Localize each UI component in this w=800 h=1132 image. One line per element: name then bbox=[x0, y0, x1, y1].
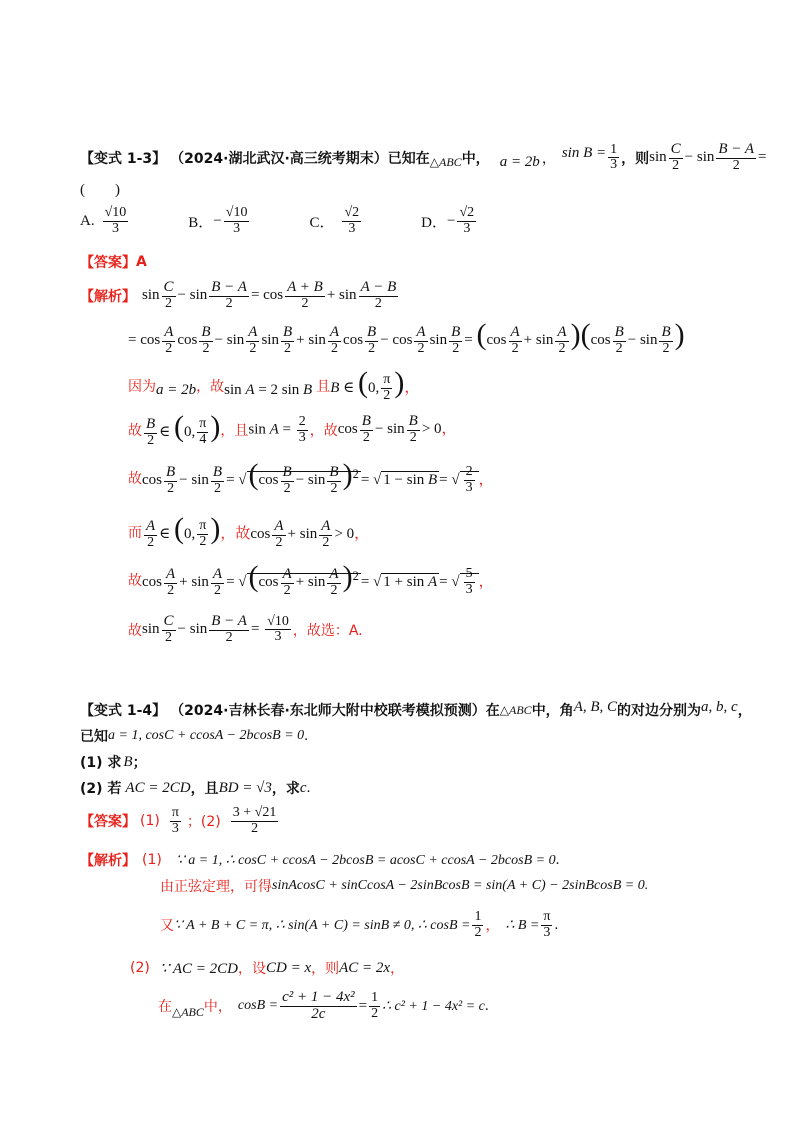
q2-part1-var: B bbox=[123, 753, 133, 770]
q2-part2-var: c bbox=[299, 779, 307, 796]
q2-s1-text: 由正弦定理，可得 bbox=[160, 879, 272, 895]
q2-angles: A, B, C bbox=[573, 698, 618, 715]
q1-stem bbox=[80, 142, 767, 173]
choice-b-sign: − bbox=[213, 212, 222, 229]
q2-s2-eq3: AC = 2x bbox=[339, 959, 391, 976]
q2-s1-pi3: $\frac{\pi}{3}$ bbox=[543, 909, 551, 940]
q2-stem4: ， bbox=[737, 703, 752, 719]
q2-s2-comma: ， bbox=[390, 961, 405, 977]
q2-part1-label: (1) 求 bbox=[80, 755, 122, 771]
q2-part2-label: (2) 若 bbox=[80, 781, 122, 797]
q2-tag: 【变式 1-4】 bbox=[80, 703, 167, 719]
q1-paren bbox=[80, 182, 120, 199]
q1-answer bbox=[80, 252, 147, 272]
q1-eq-B2range: $\frac{B}{2}$ ∈ (0, $\frac{\pi}{4}$ ) bbox=[146, 410, 221, 448]
q1-eq-pos: cos $\frac{B}{2}$ − sin $\frac{B}{2}$ > 0， bbox=[337, 413, 457, 446]
q1-triangle: △ABC bbox=[429, 155, 462, 170]
q2-s2-text2: ，则 bbox=[311, 961, 340, 977]
q2-part2-end: ，求 bbox=[271, 781, 300, 797]
q2-s1-comma: ， bbox=[485, 918, 500, 935]
choice-b-num: √10 bbox=[225, 205, 248, 220]
q1-analysis-2 bbox=[128, 320, 685, 356]
q1-answer-paren: ( ) bbox=[80, 182, 120, 198]
q2-s1-label: (1) bbox=[142, 852, 162, 868]
q1-eq-A2range: $\frac{A}{2}$ ∈ (0, $\frac{\pi}{2}$ )，故cos $\frac{A}{2}$ + sin $\frac{A}{2}$ > 0， bbox=[146, 512, 370, 550]
q1-text-gu3: ，故 bbox=[309, 423, 338, 440]
q2-stem1: 在 bbox=[485, 703, 500, 719]
q2-s2-eq4: cosB = bbox=[237, 998, 279, 1014]
choice-d-den: 3 bbox=[463, 220, 471, 236]
q1-text-and: 且 bbox=[316, 378, 331, 395]
q2-analysis-1 bbox=[80, 850, 559, 870]
q1-analysis-1 bbox=[80, 280, 400, 311]
choice-b-den: 3 bbox=[233, 220, 241, 236]
q1-stem-mid: 中， bbox=[461, 150, 490, 167]
choice-b-label: B． bbox=[188, 214, 214, 231]
q2-part2-eq2: BD = √3 bbox=[218, 779, 272, 796]
q1-tag: 【变式 1-3】 bbox=[80, 150, 167, 167]
choice-a[interactable] bbox=[80, 206, 130, 236]
q1-eq-a2b: a = 2b bbox=[156, 382, 197, 399]
q2-stem3: 的对边分别为 bbox=[617, 703, 702, 719]
choice-c-den: 3 bbox=[348, 220, 356, 236]
choice-c[interactable] bbox=[309, 206, 363, 236]
q2-ans2-frac: $\frac{3 + √21}{2}$ bbox=[232, 805, 277, 836]
q2-part1 bbox=[80, 752, 147, 772]
q2-s1-eq2: sinAcosC + sinCcosA − 2sinBcosB = sin(A + C) − 2sinBcosB = 0. bbox=[272, 878, 649, 893]
q2-s2-eq: ∵ AC = 2CD bbox=[159, 960, 238, 977]
q1-text-gu4: 故 bbox=[128, 471, 142, 488]
q2-s2-text3: 在 bbox=[158, 999, 172, 1016]
q1-text-er: 而 bbox=[128, 525, 142, 542]
choice-c-num: √2 bbox=[344, 205, 360, 220]
q1-text-because: 因为 bbox=[128, 378, 156, 395]
q1-answer-tag: 【答案】 bbox=[80, 255, 136, 271]
q2-s2-text4: 中， bbox=[203, 999, 232, 1016]
q2-s1-eq3: ∵ A + B + C = π, ∴ sin(A + C) = sinB ≠ 0, ∴ cosB = bbox=[174, 917, 471, 933]
q1-eq-sinA-val: sin A = $\frac{2}{3}$ bbox=[248, 413, 306, 445]
q1-text-final: ，故选：A. bbox=[292, 622, 363, 639]
q2-triangle: △ABC bbox=[499, 702, 532, 717]
q1-cond-a: a = 2b bbox=[499, 154, 540, 171]
q2-known-dot: . bbox=[304, 727, 308, 744]
q2-s2-dot: . bbox=[484, 997, 489, 1014]
q2-s2-label: (2) bbox=[130, 960, 150, 976]
q1-stem-pre: 已知在 bbox=[387, 150, 430, 167]
q1-answer-value: A bbox=[136, 254, 147, 270]
choice-d[interactable] bbox=[421, 206, 478, 236]
q1-comma: ， bbox=[541, 150, 556, 167]
q1-expr: sin $\frac{C}{2}$ − sin $\frac{B - A}{2}$ = bbox=[649, 141, 767, 173]
q1-analysis-tag: 【解析】 bbox=[80, 288, 136, 305]
q2-s1-text2: 又 bbox=[160, 918, 174, 935]
q2-s2-eq2: CD = x bbox=[266, 959, 312, 976]
q1-analysis-8 bbox=[128, 614, 363, 645]
q2-answer-tag: 【答案】 bbox=[80, 814, 136, 831]
q1-step2: = cos $\frac{A}{2}$ cos $\frac{B}{2}$ − sin $\frac{A}{2}$ sin $\frac{B}{2}$ + sin $\frac{A}{2}$ cos $\frac{B}{2}$ − cos $\frac{A}{2}$ sin $\frac{B}{2}$ = (cos $\frac{A}{2}$ + sin $\frac{A}{2}$ )(cos $\frac{B}{2}$ − sin $\frac{B}{2}$ ) bbox=[128, 318, 685, 356]
q1-sinB: sin B = bbox=[561, 145, 607, 162]
q2-s1-eq: ∵ a = 1, ∴ cosC + ccosA − 2bcosB = acosC + ccosA − 2bcosB = 0 bbox=[175, 852, 556, 868]
q2-ans1-frac: $\frac{\pi}{3}$ bbox=[171, 805, 179, 836]
q1-text-gu: ，故 bbox=[196, 378, 225, 395]
q1-choices bbox=[80, 206, 536, 236]
q2-s1-eq4: ∴ B = bbox=[505, 917, 540, 933]
q2-stem bbox=[80, 700, 752, 720]
q1-analysis-3 bbox=[128, 368, 419, 404]
q2-analysis-2 bbox=[160, 876, 648, 896]
q2-analysis-4 bbox=[130, 958, 404, 978]
q2-known-eq: a = 1, cosC + ccosA − 2bcosB = 0 bbox=[108, 728, 305, 743]
q1-analysis-7 bbox=[128, 562, 494, 598]
q2-part2-eq: AC = 2CD bbox=[125, 779, 191, 796]
choice-a-num: √10 bbox=[104, 205, 127, 220]
q2-part2-mid: ，且 bbox=[190, 781, 219, 797]
q1-eq-sinA: sin A = 2 sin B bbox=[224, 382, 313, 399]
q2-s1-half: $\frac{1}{2}$ bbox=[474, 909, 482, 940]
q2-s2-triangle: △ABC bbox=[172, 1004, 204, 1019]
choice-d-num: √2 bbox=[459, 205, 475, 220]
choice-d-sign: − bbox=[447, 212, 456, 229]
q2-ans1-label: (1) bbox=[140, 813, 160, 830]
q2-s1-dot: . bbox=[555, 851, 560, 868]
q1-analysis-5 bbox=[128, 460, 494, 496]
q2-analysis-tag: 【解析】 bbox=[80, 853, 136, 869]
q1-text-gu5: 故 bbox=[128, 573, 142, 590]
choice-a-label: A. bbox=[80, 212, 95, 229]
choice-c-label: C． bbox=[309, 214, 335, 231]
choice-d-label: D． bbox=[421, 214, 447, 231]
q2-known bbox=[80, 726, 308, 746]
q1-sinB-frac bbox=[608, 143, 619, 173]
q1-source: （2024·湖北武汉·高三统考期末） bbox=[170, 150, 388, 167]
q1-text-gu6: 故 bbox=[128, 622, 142, 639]
q2-answer bbox=[80, 806, 280, 836]
choice-a-den: 3 bbox=[111, 220, 119, 236]
q2-s2-text: ，设 bbox=[238, 961, 266, 977]
q1-text-and2: ，且 bbox=[220, 423, 249, 440]
q1-analysis-4 bbox=[128, 412, 457, 448]
q1-eq-diff: cos $\frac{B}{2}$ − sin $\frac{B}{2}$ = √(cos $\frac{B}{2}$ − sin $\frac{B}{2}$ )$^2$ = √ 1 − sin B = √ $\frac{2}{3}$ ， bbox=[142, 458, 494, 496]
q2-source: （2024·吉林长春·东北师大附中校联考模拟预测） bbox=[170, 703, 486, 719]
q2-stem2: 中，角 bbox=[531, 703, 574, 719]
q1-text-gu2: 故 bbox=[128, 423, 142, 440]
q2-part2-dot: . bbox=[306, 779, 311, 796]
q1-analysis-6 bbox=[128, 514, 369, 550]
q2-s2-half: $\frac{1}{2}$ bbox=[371, 990, 379, 1021]
q1-ask: ，则 bbox=[621, 150, 650, 167]
choice-b[interactable] bbox=[188, 206, 251, 236]
q2-analysis-5 bbox=[158, 990, 489, 1023]
q2-part2 bbox=[80, 778, 310, 798]
q2-ans2-label: ；(2) bbox=[186, 814, 221, 831]
q2-sides: a, b, c bbox=[701, 698, 738, 715]
q2-s2-frac: $\frac{\text{c² + 1 − 4x²}}{2c}$ bbox=[282, 989, 355, 1022]
q1-frac-den: 3 bbox=[610, 157, 618, 173]
q2-s1-dot2: . bbox=[554, 916, 559, 933]
q2-s2-eq-sign: = bbox=[358, 997, 368, 1014]
q1-step1: sin $\frac{C}{2}$ − sin $\frac{B - A}{2}$ = cos $\frac{A + B}{2}$ + sin $\frac{A - B}{2}$ bbox=[142, 279, 397, 311]
q2-known-label: 已知 bbox=[80, 729, 108, 745]
q2-analysis-3 bbox=[160, 910, 558, 940]
q1-frac-num: 1 bbox=[610, 141, 618, 157]
q1-eq-sum: cos $\frac{A}{2}$ + sin $\frac{A}{2}$ = √(cos $\frac{A}{2}$ + sin $\frac{A}{2}$ )$^2$ = √ 1 + sin A = √ $\frac{5}{3}$ ， bbox=[142, 560, 494, 598]
q1-eq-Brange: B ∈ (0, $\frac{\pi}{2}$ )， bbox=[330, 366, 420, 404]
q2-part1-end: ； bbox=[132, 755, 147, 771]
q1-eq-final: sin $\frac{C}{2}$ − sin $\frac{B - A}{2}$ = $\frac{√10}{3}$ bbox=[142, 613, 289, 645]
q2-s2-eq5: ∴ c² + 1 − 4x² = c bbox=[382, 998, 485, 1014]
